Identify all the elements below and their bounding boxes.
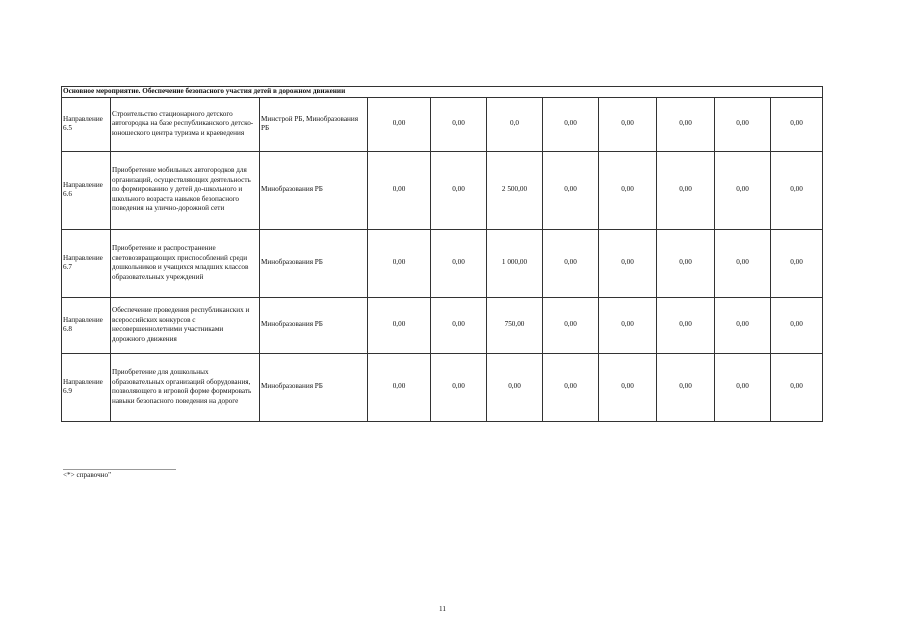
row-value: 0,00 [368, 297, 431, 353]
row-executor: Минобразования РБ [260, 353, 368, 421]
row-value: 0,00 [543, 97, 599, 151]
row-value: 2 500,00 [487, 151, 543, 229]
row-value: 0,00 [543, 353, 599, 421]
row-value: 0,00 [431, 97, 487, 151]
row-title: Приобретение для дошкольных образовательных организаций оборудования, позволяющего в игровой форме формировать навыки безопасного поведения на дороге [111, 353, 260, 421]
row-value: 0,00 [715, 229, 771, 297]
row-executor: Минобразования РБ [260, 297, 368, 353]
row-value: 0,00 [431, 297, 487, 353]
row-value: 0,00 [368, 97, 431, 151]
row-value: 0,00 [771, 353, 823, 421]
row-value: 0,00 [771, 229, 823, 297]
row-code: Направление 6.6 [62, 151, 111, 229]
row-value: 0,00 [657, 297, 715, 353]
section-header-row [62, 87, 823, 98]
row-value: 0,00 [487, 353, 543, 421]
row-value: 0,00 [771, 297, 823, 353]
section-header: Основное мероприятие. Обеспечение безопасного участия детей в дорожном движении [62, 87, 823, 98]
measures-table [61, 86, 823, 422]
row-code: Направление 6.9 [62, 353, 111, 421]
row-value: 0,00 [599, 151, 657, 229]
row-value: 0,00 [431, 353, 487, 421]
row-value: 0,00 [771, 97, 823, 151]
row-value: 0,00 [715, 151, 771, 229]
table-row [62, 151, 823, 229]
row-code: Направление 6.5 [62, 97, 111, 151]
page-number: 11 [439, 605, 446, 613]
row-value: 0,00 [543, 229, 599, 297]
row-value: 0,00 [368, 353, 431, 421]
table-row [62, 229, 823, 297]
row-value: 0,00 [599, 97, 657, 151]
row-value: 0,0 [487, 97, 543, 151]
row-value: 0,00 [599, 353, 657, 421]
row-value: 0,00 [771, 151, 823, 229]
row-title: Приобретение и распространение световозвращающих приспособлений среди дошкольников и учащихся младших классов образовательных учреждений [111, 229, 260, 297]
table-row [62, 353, 823, 421]
row-value: 0,00 [599, 229, 657, 297]
row-code: Направление 6.7 [62, 229, 111, 297]
row-value: 0,00 [543, 297, 599, 353]
row-value: 1 000,00 [487, 229, 543, 297]
row-executor: Минобразования РБ [260, 229, 368, 297]
row-value: 0,00 [368, 151, 431, 229]
row-executor: Минстрой РБ, Минобразования РБ [260, 97, 368, 151]
row-value: 750,00 [487, 297, 543, 353]
footnote: <*> справочно" [63, 471, 112, 479]
row-title: Приобретение мобильных автогородков для организаций, осуществляющих деятельность по формированию у детей до-школьного и школьного возраста навыков безопасного поведения на улично-дорожной сети [111, 151, 260, 229]
row-title: Обеспечение проведения республиканских и всероссийских конкурсов с несовершеннолетними участниками дорожного движения [111, 297, 260, 353]
row-value: 0,00 [431, 151, 487, 229]
row-value: 0,00 [657, 97, 715, 151]
row-value: 0,00 [657, 353, 715, 421]
footnote-divider [63, 469, 176, 470]
row-executor: Минобразования РБ [260, 151, 368, 229]
row-value: 0,00 [543, 151, 599, 229]
row-value: 0,00 [368, 229, 431, 297]
table-row [62, 297, 823, 353]
row-value: 0,00 [599, 297, 657, 353]
row-value: 0,00 [657, 229, 715, 297]
table-row [62, 97, 823, 151]
row-title: Строительство стационарного детского автогородка на базе республиканского детско-юношеского центра туризма и краеведения [111, 97, 260, 151]
row-value: 0,00 [715, 353, 771, 421]
row-value: 0,00 [431, 229, 487, 297]
row-value: 0,00 [715, 297, 771, 353]
row-code: Направление 6.8 [62, 297, 111, 353]
row-value: 0,00 [657, 151, 715, 229]
row-value: 0,00 [715, 97, 771, 151]
